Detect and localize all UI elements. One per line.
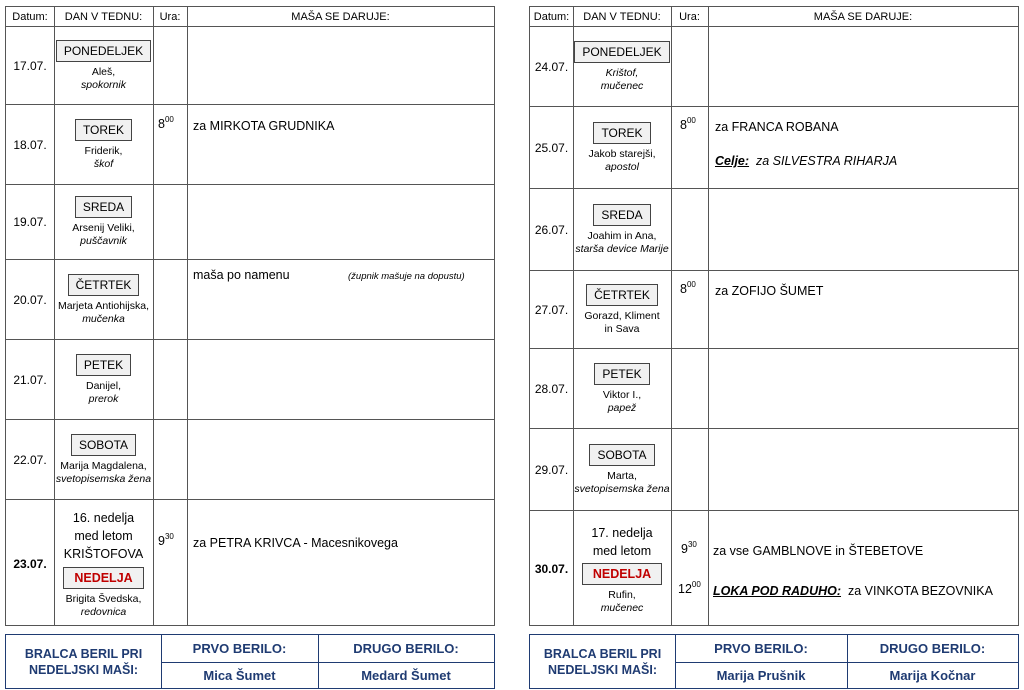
day-row [530,429,1018,511]
date: 26.07. [534,222,569,237]
first-reader-name: Marija Prušnik [716,667,806,683]
date: 22.07. [13,452,47,467]
second-reader-name: Medard Šumet [361,667,451,683]
date: 19.07. [13,215,47,229]
date: 23.07. [13,556,47,571]
header-date: Datum: [12,10,48,23]
weekday-badge: TOREK [75,119,132,141]
day-row [6,105,494,185]
header-day: DAN V TEDNU: [583,10,661,23]
mass-time: $9^{30}$ [158,532,174,548]
day-row [6,420,494,500]
left-schedule-table [5,6,495,626]
sunday-row [6,500,494,627]
second-reading-header: DRUGO BERILO: [353,641,459,656]
saint-name: Viktor I., papež [602,388,642,414]
weekday-badge: SOBOTA [71,434,136,456]
sunday-badge: NEDELJA [63,567,143,589]
mass-intention: za MIRKOTA GRUDNIKA [193,119,335,133]
header-row [6,7,494,27]
mass-intention: maša po namenu [193,268,290,282]
weekday-badge: TOREK [593,122,650,144]
saint-name: Marija Magdalena, svetopisemska žena [55,459,152,485]
weekday-badge: ČETRTEK [68,274,140,296]
first-reading-header: PRVO BERILO: [714,641,808,656]
mass-time: $8^{00}$ [158,115,174,131]
day-row [6,27,494,105]
sunday-badge: NEDELJA [582,563,662,585]
saint-name: Rufin, mučenec [600,588,644,614]
header-time: Ura: [679,10,700,23]
sunday-row [530,511,1018,627]
header-row [530,7,1018,27]
date: 17.07. [13,58,47,73]
sunday-title: 16. nedelja [72,510,135,525]
weekday-badge: PONEDELJEK [56,40,151,62]
saint-name: Joahim in Ana, starša device Marije [575,229,669,255]
weekday-badge: SREDA [75,196,132,218]
day-row [530,27,1018,107]
day-row [6,185,494,260]
date: 30.07. [534,562,569,576]
header-day: DAN V TEDNU: [64,10,143,23]
weekday-badge: PETEK [76,354,131,376]
weekday-badge: ČETRTEK [586,284,658,306]
header-date: Datum: [533,10,570,23]
weekday-badge: PONEDELJEK [574,41,669,63]
weekday-badge: SOBOTA [589,444,654,466]
sunday-feast: KRIŠTOFOVA [63,546,144,561]
mass-intention: za FRANCA ROBANA [715,120,839,134]
second-reading-header: DRUGO BERILO: [879,641,986,656]
date: 29.07. [534,462,569,477]
mass-intention: za vse GAMBLNOVE in ŠTEBETOVE [713,544,924,558]
date: 27.07. [534,302,569,317]
right-schedule-table [529,6,1019,626]
saint-name: Gorazd, Kliment in Sava [584,309,660,335]
readers-label: BRALCA BERIL PRI NEDELJSKI MAŠI: [24,646,143,677]
saint-name: Jakob starejši, apostol [588,147,656,173]
date: 18.07. [13,137,47,152]
saint-name: Marjeta Antiohijska, mučenka [57,299,150,325]
first-reading-header: PRVO BERILO: [192,641,287,656]
saint-name: Aleš, spokornik [81,65,126,91]
readers-label: BRALCA BERIL PRI NEDELJSKI MAŠI: [543,646,662,677]
mass-time-second: $12^{00}$ [678,580,701,596]
saint-name: Marta, svetopisemska žena [574,469,670,495]
header-mass: MAŠA SE DARUJE: [813,10,913,23]
left-readers-footer [5,634,495,689]
saint-name: Friderik, škof [84,144,123,170]
mass-time: $8^{00}$ [680,116,696,132]
date: 24.07. [534,59,569,74]
weekday-badge: SREDA [593,204,650,226]
saint-name: Krištof, mučenec [600,66,644,92]
saint-name: Danijel, prerok [85,379,122,405]
header-time: Ura: [159,10,181,23]
day-row [530,349,1018,429]
date: 20.07. [13,292,47,307]
sunday-title: 17. nedelja [591,525,653,540]
saint-name: Arsenij Veliki, puščavnik [72,222,135,247]
date: 25.07. [534,140,569,155]
mass-intention-loka: LOKA POD RADUHO: za VINKOTA BEZOVNIKA [713,584,993,598]
saint-name: Brigita Švedska, redovnica [65,592,142,618]
mass-intention: za PETRA KRIVCA - Macesnikovega [193,536,398,550]
second-reader-name: Marija Kočnar [889,667,976,683]
mass-time: $8^{00}$ [680,280,696,296]
sunday-subtitle: med letom [592,543,652,558]
mass-intention: za ZOFIJO ŠUMET [715,284,824,298]
weekday-badge: PETEK [594,363,649,385]
sunday-subtitle: med letom [74,528,133,543]
day-row [6,340,494,420]
mass-intention-celje: Celje: za SILVESTRA RIHARJA [715,154,898,168]
date: 28.07. [534,381,569,396]
mass-note: (župnik mašuje na dopustu) [348,271,465,282]
date: 21.07. [13,372,47,387]
first-reader-name: Mica Šumet [203,667,276,683]
day-row [530,271,1018,349]
right-readers-footer [529,634,1019,689]
day-row [530,189,1018,271]
day-row [530,107,1018,189]
mass-time: $9^{30}$ [681,540,697,556]
header-mass: MAŠA SE DARUJE: [291,10,390,23]
day-row [6,260,494,340]
